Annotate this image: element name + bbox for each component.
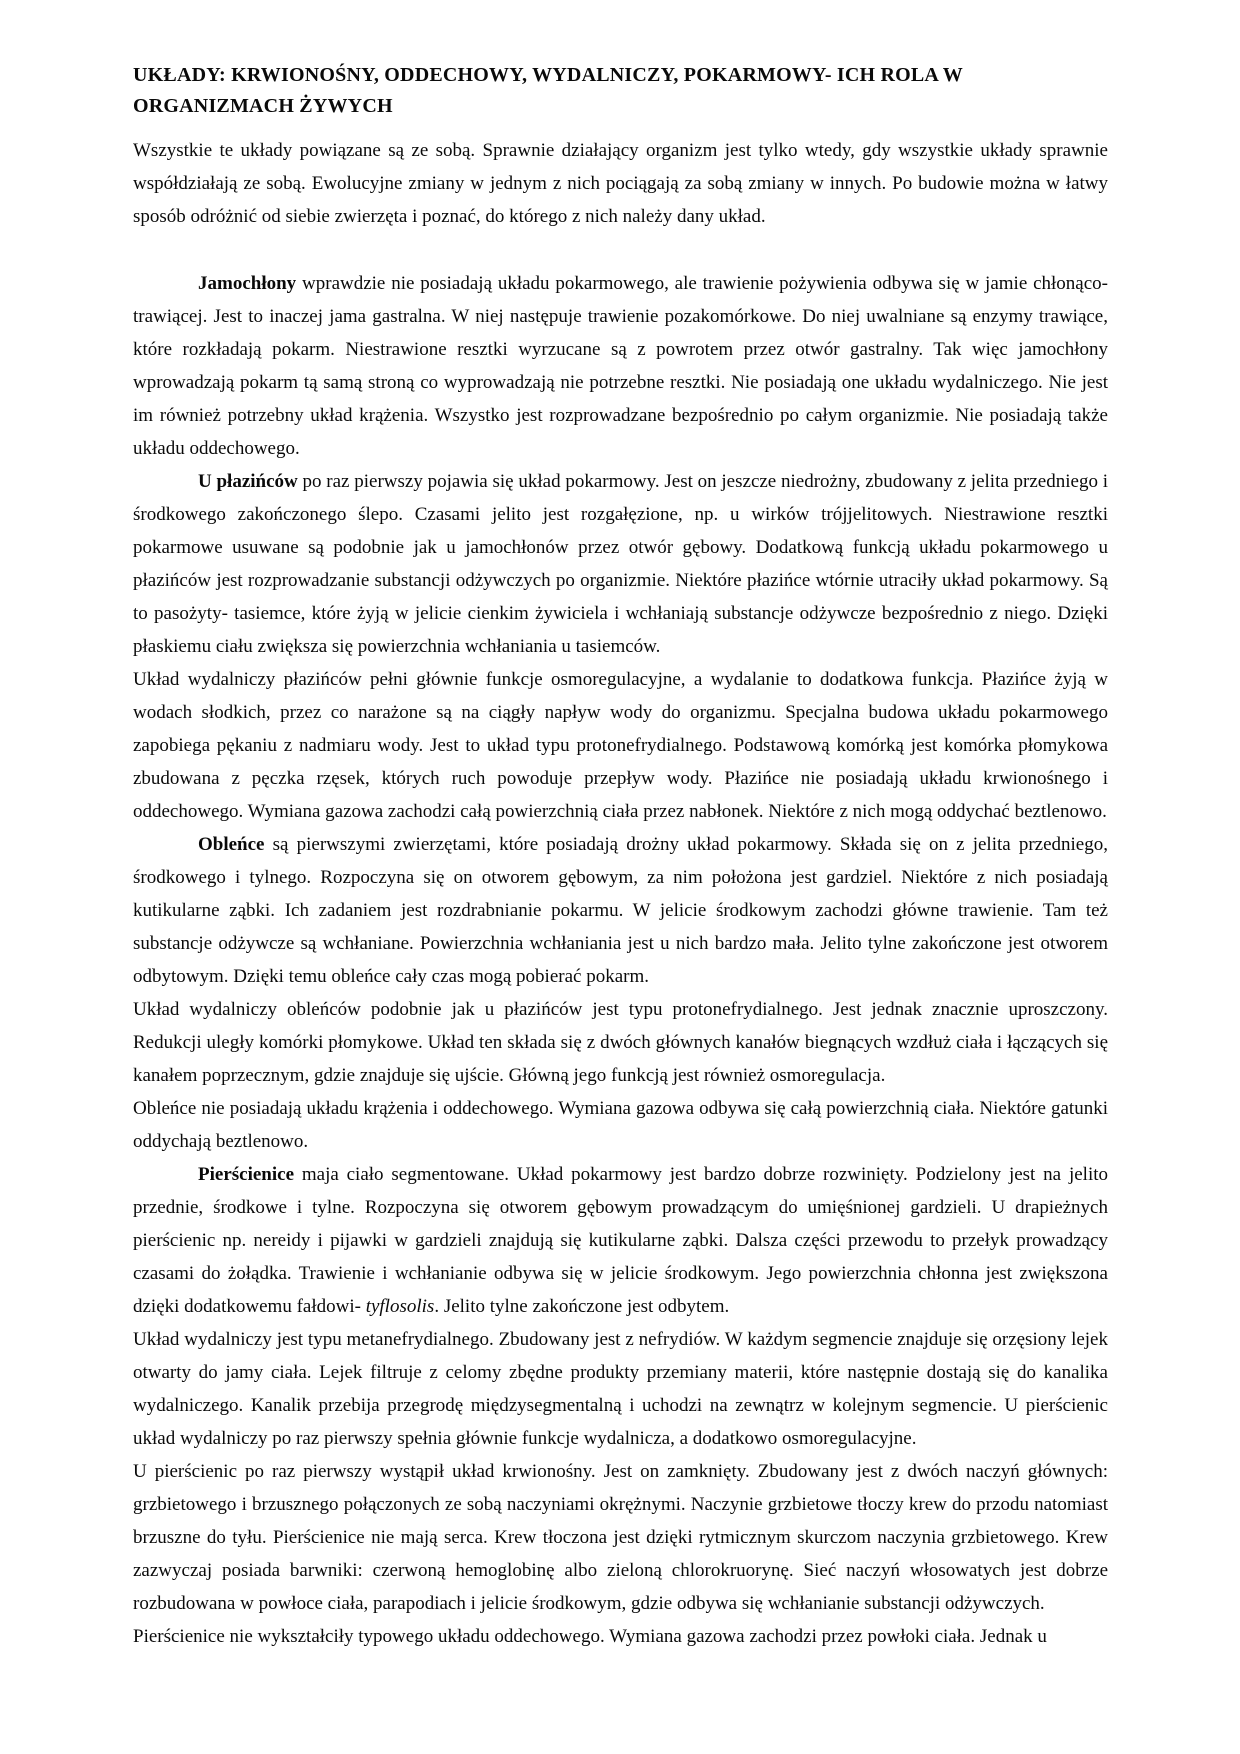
paragraph — [133, 1620, 1108, 1653]
paragraph — [133, 663, 1108, 828]
paragraph — [133, 465, 1108, 663]
paragraph — [133, 267, 1108, 465]
paragraph — [133, 1455, 1108, 1620]
document-body — [133, 134, 1108, 1653]
paragraph-text: tyflosolis — [365, 1296, 435, 1317]
paragraph-text: maja ciało segmentowane. Układ pokarmowy jest bardzo dobrze rozwinięty. Podzielony jest na jelito przednie, środkowe i tylne. Rozpoczyna się otworem gębowym prowadzącym do umięśnionej gardzieli. U drapieżnych pierścienic np. nereidy i pijawki w gardzieli znajdują się kutikularne ząbki. Dalsza części przewodu to przełyk prowadzący czasami do żołądka. Trawienie i wchłanianie odbywa się w jelicie środkowym. Jego powierzchnia chłonna jest zwiększona dzięki dodatkowemu fałdowi- — [133, 1164, 1108, 1317]
paragraph-text: Układ wydalniczy płazińców pełni głównie funkcje osmoregulacyjne, a wydalanie to dodatkowa funkcja. Płazińce żyją w wodach słodkich, przez co narażone są na ciągły napływ wody do organizmu. Specjalna budowa układu pokarmowego zapobiega pękaniu z nadmiaru wody. Jest to układ typu protonefrydialnego. Podstawową komórką jest komórka płomykowa zbudowana z pęczka rzęsek, których ruch powoduje przepływ wody. Płazińce nie posiadają układu krwionośnego i oddechowego. Wymiana gazowa zachodzi całą powierzchnią ciała przez nabłonek. Niektóre z nich mogą oddychać beztlenowo. — [133, 669, 1108, 822]
paragraph — [133, 1158, 1108, 1323]
paragraph-text: Pierścienice nie wykształciły typowego układu oddechowego. Wymiana gazowa zachodzi przez powłoki ciała. Jednak u — [133, 1626, 1047, 1647]
paragraph-text: Układ wydalniczy obleńców podobnie jak u płazińców jest typu protonefrydialnego. Jest jednak znacznie uproszczony. Redukcji uległy komórki płomykowe. Układ ten składa się z dwóch głównych kanałów biegnących wzdłuż ciała i łączących się kanałem poprzecznym, gdzie znajduje się ujście. Główną jego funkcją jest również osmoregulacja. — [133, 999, 1108, 1086]
paragraph — [133, 1323, 1108, 1455]
paragraph-text: Wszystkie te układy powiązane są ze sobą. Sprawnie działający organizm jest tylko wtedy, gdy wszystkie układy sprawnie współdziałają ze sobą. Ewolucyjne zmiany w jednym z nich pociągają za sobą zmiany w innych. Po budowie można w łatwy sposób odróżnić od siebie zwierzęta i poznać, do którego z nich należy dany układ. — [133, 140, 1108, 227]
paragraph-text: Obleńce nie posiadają układu krążenia i oddechowego. Wymiana gazowa odbywa się całą powierzchnią ciała. Niektóre gatunki oddychają beztlenowo. — [133, 1098, 1108, 1152]
paragraph-lead: Jamochłony — [198, 273, 297, 294]
paragraph-text: U pierścienic po raz pierwszy wystąpił układ krwionośny. Jest on zamknięty. Zbudowany jest z dwóch naczyń głównych: grzbietowego i brzusznego połączonych ze sobą naczyniami okrężnymi. Naczynie grzbietowe tłoczy krew do przodu natomiast brzuszne do tyłu. Pierścienice nie mają serca. Krew tłoczona jest dzięki rytmicznym skurczom naczynia grzbietowego. Krew zazwyczaj posiada barwniki: czerwoną hemoglobinę albo zieloną chlorokruorynę. Sieć naczyń włosowatych jest dobrze rozbudowana w powłoce ciała, parapodiach i jelicie środkowym, gdzie odbywa się wchłanianie substancji odżywczych. — [133, 1461, 1108, 1614]
paragraph — [133, 993, 1108, 1092]
paragraph-lead: Obleńce — [198, 834, 265, 855]
paragraph — [133, 134, 1108, 233]
paragraph-lead: Pierścienice — [198, 1164, 295, 1185]
paragraph — [133, 1092, 1108, 1158]
paragraph-text: są pierwszymi zwierzętami, które posiadają drożny układ pokarmowy. Składa się on z jelita przedniego, środkowego i tylnego. Rozpoczyna się on otworem gębowym, za nim położona jest gardziel. Niektóre z nich posiadają kutikularne ząbki. Ich zadaniem jest rozdrabnianie pokarmu. W jelicie środkowym zachodzi główne trawienie. Tam też substancje odżywcze są wchłaniane. Powierzchnia wchłaniania jest u nich bardzo mała. Jelito tylne zakończone jest otworem odbytowym. Dzięki temu obleńce cały czas mogą pobierać pokarm. — [133, 834, 1108, 987]
paragraph-text: po raz pierwszy pojawia się układ pokarmowy. Jest on jeszcze niedrożny, zbudowany z jelita przedniego i środkowego zakończonego ślepo. Czasami jelito jest rozgałęzione, np. u wirków trójjelitowych. Niestrawione resztki pokarmowe usuwane są podobnie jak u jamochłonów przez otwór gębowy. Dodatkową funkcją układu pokarmowego u płazińców jest rozprowadzanie substancji odżywczych po organizmie. Niektóre płazińce wtórnie utraciły układ pokarmowy. Są to pasożyty- tasiemce, które żyją w jelicie cienkim żywiciela i wchłaniają substancje odżywcze bezpośrednio z niego. Dzięki płaskiemu ciału zwiększa się powierzchnia wchłaniania u tasiemców. — [133, 471, 1108, 657]
paragraph-text: Układ wydalniczy jest typu metanefrydialnego. Zbudowany jest z nefrydiów. W każdym segmencie znajduje się orzęsiony lejek otwarty do jamy ciała. Lejek filtruje z celomy zbędne produkty przemiany materii, które następnie dostają się do kanalika wydalniczego. Kanalik przebija przegrodę międzysegmentalną i uchodzi na zewnątrz w kolejnym segmencie. U pierścienic układ wydalniczy po raz pierwszy spełnia głównie funkcje wydalnicza, a dodatkowo osmoregulacyjne. — [133, 1329, 1108, 1449]
document-title: UKŁADY: KRWIONOŚNY, ODDECHOWY, WYDALNICZY, POKARMOWY- ICH ROLA W ORGANIZMACH ŻYWYCH — [133, 64, 963, 117]
paragraph-text: wprawdzie nie posiadają układu pokarmowego, ale trawienie pożywienia odbywa się w jamie chłonąco- trawiącej. Jest to inaczej jama gastralna. W niej następuje trawienie pozakomórkowe. Do niej uwalniane są enzymy trawiące, które rozkładają pokarm. Niestrawione resztki wyrzucane są z powrotem przez otwór gastralny. Tak więc jamochłony wprowadzają pokarm tą samą stroną co wyprowadzają nie potrzebne resztki. Nie posiadają one układu wydalniczego. Nie jest im również potrzebny układ krążenia. Wszystko jest rozprowadzane bezpośrednio po całym organizmie. Nie posiadają także układu oddechowego. — [133, 273, 1108, 459]
paragraph-text: . Jelito tylne zakończone jest odbytem. — [434, 1296, 730, 1317]
paragraph — [133, 828, 1108, 993]
paragraph-lead: U płazińców — [198, 471, 298, 492]
